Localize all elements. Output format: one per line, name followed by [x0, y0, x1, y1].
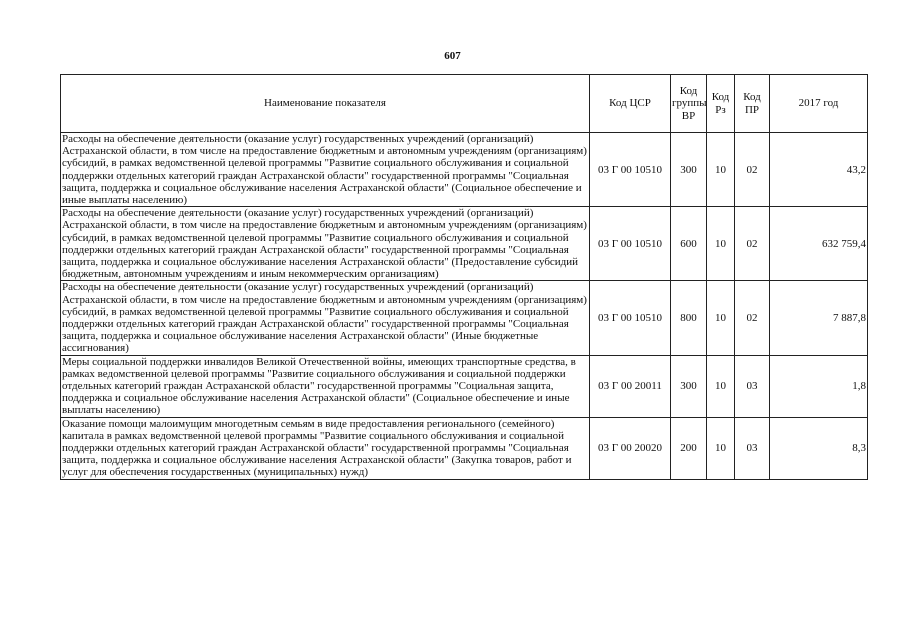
row-vr-code: 300 [671, 133, 707, 207]
row-name: Расходы на обеспечение деятельности (оказание услуг) государственных учреждений (организаций) Астраханской области, в том числе на предоставление бюджетным и автономным учреждениям (организациям) субсидий, в рамках ведомственной целевой программы "Развитие социального обслуживания и социальной поддержки отдельных категорий граждан Астраханской области" государственной программы "Социальная защита, поддержка и социальное обслуживание населения Астраханской области" (Иные бюджетные ассигнования) [61, 281, 590, 355]
table-row [61, 281, 868, 355]
row-csr-code: 03 Г 00 20020 [590, 417, 671, 479]
table-row [61, 207, 868, 281]
row-rz-code: 10 [707, 417, 735, 479]
table-row [61, 133, 868, 207]
row-vr-code: 600 [671, 207, 707, 281]
table-row [61, 355, 868, 417]
row-amount: 8,3 [770, 417, 868, 479]
row-amount: 632 759,4 [770, 207, 868, 281]
row-pr-code: 03 [735, 417, 770, 479]
row-pr-code: 02 [735, 281, 770, 355]
row-rz-code: 10 [707, 207, 735, 281]
row-vr-code: 300 [671, 355, 707, 417]
header-pr-code: Код ПР [735, 75, 770, 133]
row-amount: 7 887,8 [770, 281, 868, 355]
row-name: Меры социальной поддержки инвалидов Великой Отечественной войны, имеющих транспортные средства, в рамках ведомственной целевой программы "Развитие социального обслуживания и социальной поддержки отдельных категорий граждан Астраханской области" государственной программы "Социальная защита, поддержка и социальное обслуживание населения Астраханской области" (Социальное обеспечение и иные выплаты населению) [61, 355, 590, 417]
row-csr-code: 03 Г 00 10510 [590, 133, 671, 207]
row-amount: 43,2 [770, 133, 868, 207]
row-name: Расходы на обеспечение деятельности (оказание услуг) государственных учреждений (организаций) Астраханской области, в том числе на предоставление бюджетным и автономным учреждениям (организациям) субсидий, в рамках ведомственной целевой программы "Развитие социального обслуживания и социальной поддержки отдельных категорий граждан Астраханской области" государственной программы "Социальная защита, поддержка и социальное обслуживание населения Астраханской области" (Предоставление субсидий бюджетным, автономным учреждениям и иным некоммерческим организациям) [61, 207, 590, 281]
table-header-row [61, 75, 868, 133]
header-year: 2017 год [770, 75, 868, 133]
header-vr-code: Код группы ВР [671, 75, 707, 133]
row-vr-code: 200 [671, 417, 707, 479]
row-vr-code: 800 [671, 281, 707, 355]
budget-table [60, 74, 868, 480]
row-amount: 1,8 [770, 355, 868, 417]
row-pr-code: 03 [735, 355, 770, 417]
row-pr-code: 02 [735, 133, 770, 207]
header-rz-code: Код Рз [707, 75, 735, 133]
row-name: Оказание помощи малоимущим многодетным семьям в виде предоставления регионального (семейного) капитала в рамках ведомственной целевой программы "Развитие социального обслуживания и социальной поддержки отдельных категорий граждан Астраханской области" государственной программы "Социальная защита, поддержка и социальное обслуживание населения Астраханской области" (Закупка товаров, работ и услуг для обеспечения государственных (муниципальных) нужд) [61, 417, 590, 479]
row-csr-code: 03 Г 00 10510 [590, 281, 671, 355]
table-row [61, 417, 868, 479]
row-pr-code: 02 [735, 207, 770, 281]
header-name: Наименование показателя [61, 75, 590, 133]
header-csr-code: Код ЦСР [590, 75, 671, 133]
row-csr-code: 03 Г 00 10510 [590, 207, 671, 281]
row-rz-code: 10 [707, 133, 735, 207]
row-rz-code: 10 [707, 281, 735, 355]
row-rz-code: 10 [707, 355, 735, 417]
row-csr-code: 03 Г 00 20011 [590, 355, 671, 417]
row-name: Расходы на обеспечение деятельности (оказание услуг) государственных учреждений (организаций) Астраханской области, в том числе на предоставление бюджетным и автономным учреждениям (организациям) субсидий, в рамках ведомственной целевой программы "Развитие социального обслуживания и социальной поддержки отдельных категорий граждан Астраханской области" государственной программы "Социальная защита, поддержка и социальное обслуживание населения Астраханской области" (Социальное обеспечение и иные выплаты населению) [61, 133, 590, 207]
page-number: 607 [444, 50, 461, 62]
